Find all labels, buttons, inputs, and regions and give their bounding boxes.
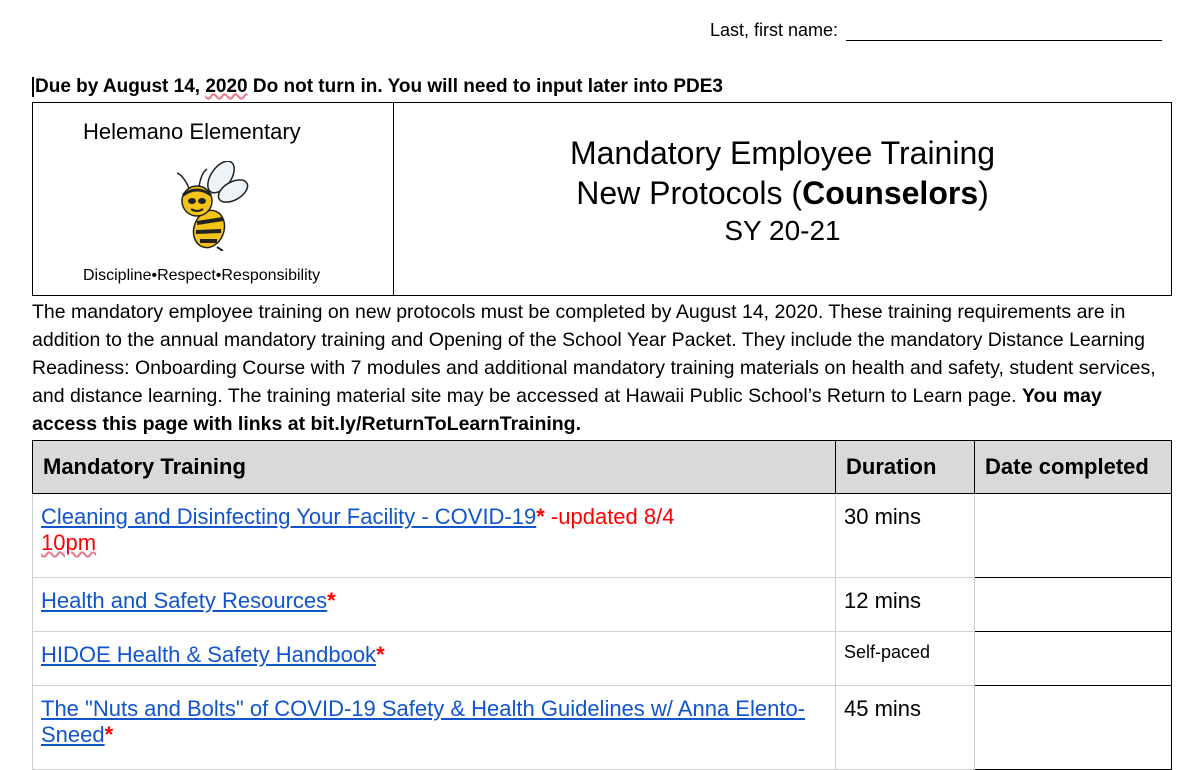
title-role: Counselors — [802, 175, 979, 211]
title-line-2-suffix: ) — [978, 175, 989, 211]
table-row — [33, 494, 1172, 578]
date-completed-cell[interactable] — [975, 494, 1172, 578]
header-duration: Duration — [836, 441, 975, 494]
table-row — [33, 686, 1172, 770]
text-cursor — [32, 77, 34, 97]
table-row — [33, 632, 1172, 686]
training-link-cleaning[interactable]: Cleaning and Disinfecting Your Facility - COVID-19 — [41, 504, 537, 529]
table-row — [33, 578, 1172, 632]
training-link-health-safety[interactable]: Health and Safety Resources — [41, 588, 328, 613]
hornet-mascot-icon — [169, 161, 249, 251]
required-star: * — [536, 504, 545, 529]
title-line-2-prefix: New Protocols ( — [576, 175, 803, 211]
training-cell — [33, 632, 836, 686]
title-line-1: Mandatory Employee Training — [569, 135, 996, 171]
school-motto: Discipline•Respect•Responsibility — [83, 267, 321, 284]
name-label: Last, first name: — [710, 20, 839, 40]
due-notice — [32, 76, 723, 98]
name-field-row — [710, 20, 1162, 41]
name-blank-line[interactable] — [846, 20, 1162, 41]
duration-cell: 45 mins — [836, 686, 975, 770]
title-line-2 — [394, 173, 1171, 213]
date-completed-cell[interactable] — [975, 686, 1172, 770]
intro-link-note: You may access this page with links at bit.ly/ReturnToLearnTraining. — [32, 385, 1102, 435]
required-star: * — [376, 642, 385, 667]
date-completed-cell[interactable] — [975, 578, 1172, 632]
required-star: * — [327, 588, 336, 613]
update-note: -updated 8/4 — [544, 504, 675, 529]
date-completed-cell[interactable] — [975, 632, 1172, 686]
document-title — [394, 103, 1171, 295]
due-year: 2020 — [205, 76, 248, 97]
header-box — [32, 102, 1172, 296]
intro-text: The mandatory employee training on new protocols must be completed by August 14, 2020. These training requirements are in addition to the annual mandatory training and Opening of the School Year Packet. They include the mandatory Distance Learning Readiness: Onboarding Course with 7 modules and additional mandatory training materials on health and safety, student services, and distance learning. The training material site may be accessed at Hawaii Public School’s Return to Learn page. — [32, 301, 1156, 407]
training-cell — [33, 494, 836, 578]
intro-paragraph — [32, 298, 1172, 438]
duration-cell: Self-paced — [836, 632, 975, 686]
school-name: Helemano Elementary — [83, 119, 301, 144]
school-cell — [33, 103, 394, 295]
required-star: * — [104, 722, 114, 747]
due-rest: Do not turn in. You will need to input later into PDE3 — [247, 76, 723, 97]
school-year: SY 20-21 — [724, 215, 841, 246]
training-link-nuts-and-bolts[interactable]: The "Nuts and Bolts" of COVID-19 Safety & Health Guidelines w/ Anna Elento-Sneed — [41, 696, 806, 747]
due-prefix: Due by August 14, — [35, 76, 206, 97]
header-training: Mandatory Training — [33, 441, 836, 494]
training-link-handbook[interactable]: HIDOE Health & Safety Handbook — [41, 642, 377, 667]
training-cell — [33, 686, 836, 770]
update-time: 10pm — [41, 530, 97, 555]
duration-cell: 30 mins — [836, 494, 975, 578]
duration-cell: 12 mins — [836, 578, 975, 632]
table-header-row — [33, 441, 1172, 494]
training-table — [32, 440, 1172, 770]
training-cell — [33, 578, 836, 632]
header-date-completed: Date completed — [975, 441, 1172, 494]
